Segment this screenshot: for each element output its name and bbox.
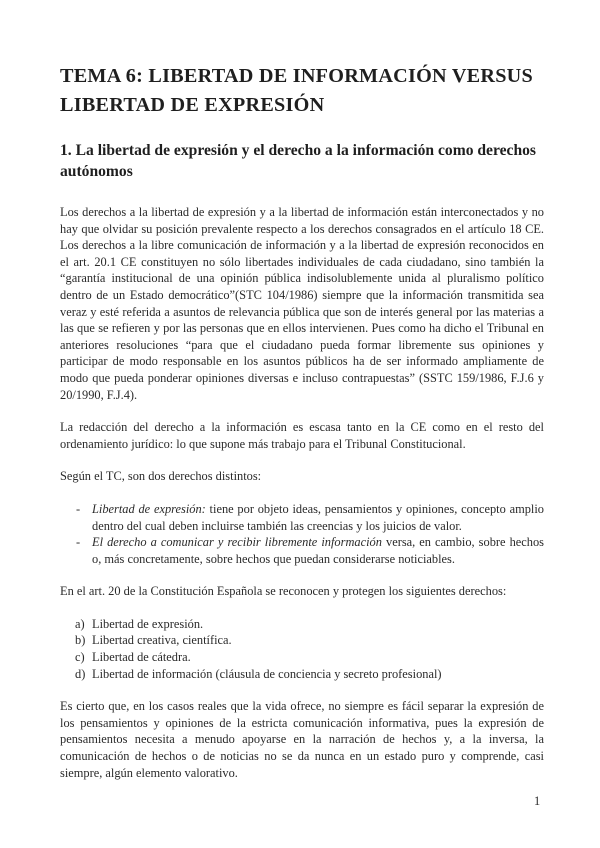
document-title: TEMA 6: LIBERTAD DE INFORMACIÓN VERSUS LIBERTAD DE EXPRESIÓN [60,65,533,116]
alpha-list [60,616,544,682]
dash-list [60,501,544,567]
paragraph-segun-tc: Según el TC, son dos derechos distintos: [60,469,262,484]
paragraph-derechos-interconectados: Los derechos a la libertad de expresión y a la libertad de información están interconectados y no hay que olvidar su posición prevalente respecto a los derechos consagrados en el artículo 18 CE. Los derechos a la libre comunicación de información y a la libertad de expresión reconocidos en el art. 20.1 CE constituyen no sólo libertades individuales de cada ciudadano, sino también la “garantía institucional de una opinión pública indisolublemente unida al pluralismo político dentro de un Estado democrático”(STC 104/1986) siempre que la información transmitida sea veraz y esté referida a asuntos de relevancia pública que son de interés general por las materias a las que se refieren y por las personas que en ellos intervienen. Pues como ha dicho el Tribunal en anteriores resoluciones “para que el ciudadano pueda formar libremente sus opiniones y participar de modo responsable en los asuntos públicos ha de ser informado ampliamente de modo que pueda ponderar opiniones diversas e incluso contrapuestas” (SSTC 159/1986, F.J.6 y 20/1990, F.J.4). [60,205,544,402]
paragraph-casos-reales: Es cierto que, en los casos reales que la vida ofrece, no siempre es fácil separar la expresión de los pensamientos y opiniones de la estricta comunicación informativa, pues la expresión de pensamientos necesita a menudo apoyarse en la narración de hechos y, a la inversa, la comunicación de hechos o de noticias no se da nunca en un estado puro y comprende, casi siempre, algún elemento valorativo. [60,699,544,780]
section-heading: 1. La libertad de expresión y el derecho a la información como derechos autónomos [60,142,536,180]
list-item-text: versa, en cambio, sobre hechos o, más concretamente, sobre hechos que puedan considerarse noticiables. [92,535,544,566]
paragraph-redaccion: La redacción del derecho a la información es escasa tanto en la CE como en el resto del ordenamiento jurídico: lo que supone más trabajo para el Tribunal Constitucional. [60,420,544,451]
list-item-text: Libertad creativa, científica. [92,633,232,648]
page-number: 1 [534,794,541,808]
list-item [60,666,544,683]
list-marker: b) [75,633,86,648]
list-marker: d) [75,666,86,681]
list-item [60,501,544,534]
list-marker: a) [75,616,85,631]
list-item-term: El derecho a comunicar y recibir libremente información [92,535,382,550]
list-item-text: tiene por objeto ideas, pensamientos y opiniones, concepto amplio dentro del cual deben incluirse también las creencias y los juicios de valor. [92,501,544,533]
list-marker: - [76,501,81,516]
list-marker: - [76,535,81,550]
paragraph-art-20: En el art. 20 de la Constitución Española se reconocen y protegen los siguientes derechos: [60,584,507,599]
document-page [60,62,544,781]
list-item-text: Libertad de información (cláusula de conciencia y secreto profesional) [92,666,442,681]
list-item-text: Libertad de expresión. [92,616,204,631]
list-item-term: Libertad de expresión: [92,501,206,516]
list-item [60,616,544,633]
list-item [60,632,544,649]
list-item [60,534,544,567]
list-item [60,649,544,666]
list-item-text: Libertad de cátedra. [92,650,191,665]
list-marker: c) [75,650,85,665]
